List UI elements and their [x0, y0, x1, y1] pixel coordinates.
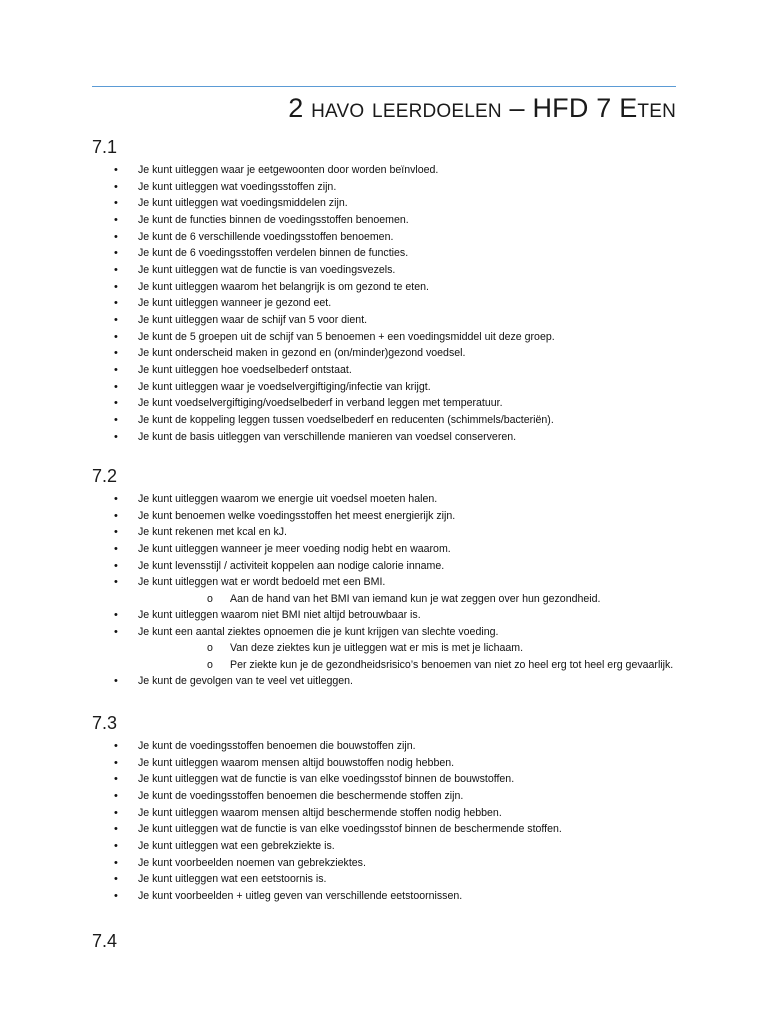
- bullet-icon: •: [114, 576, 118, 589]
- list-item: [92, 624, 692, 673]
- bullet-icon: •: [114, 856, 118, 869]
- list-item: [92, 558, 692, 575]
- section-heading: 7.4: [92, 931, 118, 951]
- bullet-icon: •: [114, 823, 118, 836]
- title-dash: –: [501, 93, 533, 123]
- list-item-text: Je kunt uitleggen hoe voedselbederf ontstaat.: [138, 363, 352, 376]
- section-7-3: [92, 712, 692, 905]
- list-item-text: Je kunt uitleggen wanneer je meer voeding nodig hebt en waarom.: [138, 542, 451, 555]
- bullet-icon: •: [114, 839, 118, 852]
- list-item: [92, 245, 692, 262]
- bullet-icon: •: [114, 773, 118, 786]
- list-item-text: Je kunt uitleggen wat een eetstoornis is.: [138, 873, 327, 886]
- bullet-icon: •: [114, 873, 118, 886]
- list-item-text: Je kunt uitleggen wat voedingsmiddelen zijn.: [138, 197, 348, 210]
- list-item: [92, 412, 692, 429]
- sub-list-item-text: Aan de hand van het BMI van iemand kun je wat zeggen over hun gezondheid.: [230, 592, 601, 605]
- list-item: [92, 805, 692, 822]
- bullet-list: [92, 162, 692, 445]
- bullet-icon: •: [114, 380, 118, 393]
- section-7-1: [92, 136, 692, 445]
- list-item-text: Je kunt uitleggen wat een gebrekziekte is.: [138, 839, 335, 852]
- bullet-icon: •: [114, 230, 118, 243]
- bullet-icon: •: [114, 889, 118, 902]
- list-item: [92, 379, 692, 396]
- bullet-icon: •: [114, 197, 118, 210]
- bullet-icon: •: [114, 247, 118, 260]
- list-item: [92, 195, 692, 212]
- title-rule: [92, 86, 676, 87]
- list-item: [92, 755, 692, 772]
- bullet-icon: •: [114, 330, 118, 343]
- bullet-icon: •: [114, 363, 118, 376]
- sub-list-item: [138, 591, 692, 607]
- list-item: [92, 673, 692, 690]
- list-item-text: Je kunt uitleggen wat de functie is van elke voedingsstof binnen de beschermende stoffen.: [138, 823, 562, 836]
- list-item: [92, 329, 692, 346]
- sub-list-item-text: Van deze ziektes kun je uitleggen wat er mis is met je lichaam.: [230, 642, 524, 655]
- list-item: [92, 362, 692, 379]
- bullet-icon: •: [114, 526, 118, 539]
- list-item: [92, 162, 692, 179]
- list-item-text: Je kunt een aantal ziektes opnoemen die je kunt krijgen van slechte voeding.: [138, 625, 499, 638]
- list-item: [92, 179, 692, 196]
- bullet-icon: •: [114, 674, 118, 687]
- bullet-list: [92, 738, 692, 905]
- section-heading: 7.2: [92, 466, 118, 486]
- list-item: [92, 395, 692, 412]
- title-eten: Eten: [619, 93, 676, 123]
- list-item: [92, 229, 692, 246]
- sub-list: [138, 591, 692, 607]
- list-item-text: Je kunt uitleggen waarom mensen altijd bouwstoffen nodig hebben.: [138, 756, 455, 769]
- list-item-text: Je kunt de 5 groepen uit de schijf van 5 benoemen + een voedingsmiddel uit deze groep.: [138, 330, 555, 343]
- bullet-icon: •: [114, 756, 118, 769]
- list-item-text: Je kunt uitleggen wat voedingsstoffen zijn.: [138, 180, 337, 193]
- list-item-text: Je kunt de 6 voedingsstoffen verdelen binnen de functies.: [138, 247, 409, 260]
- list-item: [92, 491, 692, 508]
- bullet-icon: •: [114, 430, 118, 443]
- bullet-icon: •: [114, 180, 118, 193]
- list-item-text: Je kunt de voedingsstoffen benoemen die bouwstoffen zijn.: [138, 740, 416, 752]
- bullet-icon: •: [114, 280, 118, 293]
- list-item-text: Je kunt uitleggen waar je eetgewoonten door worden beïnvloed.: [138, 164, 439, 176]
- document-title: [288, 90, 676, 126]
- bullet-icon: •: [114, 625, 118, 638]
- section-heading: 7.1: [92, 137, 118, 157]
- bullet-icon: •: [114, 789, 118, 802]
- list-item-text: Je kunt uitleggen wat de functie is van elke voedingsstof binnen de bouwstoffen.: [138, 773, 515, 786]
- title-havo: havo leerdoelen: [311, 93, 502, 123]
- list-item: [92, 871, 692, 888]
- section-7-2: [92, 465, 692, 690]
- bullet-icon: •: [114, 609, 118, 622]
- bullet-icon: •: [114, 413, 118, 426]
- circle-bullet-icon: o: [207, 642, 213, 655]
- list-item: [92, 262, 692, 279]
- circle-bullet-icon: o: [207, 592, 213, 605]
- section-heading: 7.3: [92, 713, 118, 733]
- bullet-icon: •: [114, 509, 118, 522]
- list-item: [92, 312, 692, 329]
- list-item: [92, 738, 692, 755]
- list-item-text: Je kunt uitleggen wat er wordt bedoeld met een BMI.: [138, 576, 386, 589]
- list-item-text: Je kunt onderscheid maken in gezond en (on/minder)gezond voedsel.: [138, 347, 466, 360]
- list-item-text: Je kunt rekenen met kcal en kJ.: [138, 526, 287, 539]
- bullet-icon: •: [114, 397, 118, 410]
- list-item: [92, 212, 692, 229]
- list-item-text: Je kunt uitleggen wat de functie is van voedingsvezels.: [138, 263, 396, 276]
- sub-list-item: [138, 657, 692, 673]
- list-item: [92, 541, 692, 558]
- list-item: [92, 771, 692, 788]
- list-item-text: Je kunt de functies binnen de voedingsstoffen benoemen.: [138, 213, 409, 226]
- list-item-text: Je kunt uitleggen waarom we energie uit voedsel moeten halen.: [138, 493, 438, 505]
- bullet-icon: •: [114, 263, 118, 276]
- list-item-text: Je kunt uitleggen waarom niet BMI niet altijd betrouwbaar is.: [138, 609, 421, 622]
- list-item-text: Je kunt uitleggen waar je voedselvergiftiging/infectie van krijgt.: [138, 380, 431, 393]
- bullet-list: [92, 491, 692, 690]
- list-item: [92, 607, 692, 624]
- bullet-icon: •: [114, 213, 118, 226]
- sub-list: [138, 640, 692, 672]
- list-item: [92, 821, 692, 838]
- list-item: [92, 508, 692, 525]
- list-item-text: Je kunt de 6 verschillende voedingsstoffen benoemen.: [138, 230, 394, 243]
- list-item: [92, 574, 692, 607]
- list-item: [92, 429, 692, 446]
- sub-list-item: [138, 640, 692, 656]
- list-item: [92, 279, 692, 296]
- bullet-icon: •: [114, 542, 118, 555]
- list-item-text: Je kunt uitleggen waar de schijf van 5 voor dient.: [138, 313, 368, 326]
- list-item-text: Je kunt benoemen welke voedingsstoffen het meest energierijk zijn.: [138, 509, 456, 522]
- bullet-icon: •: [114, 347, 118, 360]
- list-item-text: Je kunt de basis uitleggen van verschillende manieren van voedsel conserveren.: [138, 430, 517, 443]
- title-hfd: HFD 7: [532, 93, 620, 123]
- sub-list-item-text: Per ziekte kun je de gezondheidsrisico’s benoemen van niet zo heel erg tot heel erg gevaarlijk.: [230, 658, 674, 671]
- title-number: 2: [288, 93, 312, 123]
- list-item-text: Je kunt uitleggen waarom het belangrijk is om gezond te eten.: [138, 280, 429, 293]
- bullet-icon: •: [114, 559, 118, 572]
- list-item-text: Je kunt uitleggen waarom mensen altijd beschermende stoffen nodig hebben.: [138, 806, 502, 819]
- list-item-text: Je kunt levensstijl / activiteit koppelen aan nodige calorie inname.: [138, 559, 445, 572]
- list-item: [92, 855, 692, 872]
- list-item-text: Je kunt voedselvergiftiging/voedselbederf in verband leggen met temperatuur.: [138, 397, 503, 410]
- bullet-icon: •: [114, 164, 118, 176]
- section-7-4: [92, 930, 692, 956]
- bullet-icon: •: [114, 493, 118, 505]
- bullet-icon: •: [114, 313, 118, 326]
- bullet-icon: •: [114, 740, 118, 752]
- list-item-text: Je kunt de voedingsstoffen benoemen die beschermende stoffen zijn.: [138, 789, 464, 802]
- list-item-text: Je kunt de gevolgen van te veel vet uitleggen.: [138, 674, 353, 687]
- list-item-text: Je kunt voorbeelden noemen van gebrekziektes.: [138, 856, 366, 869]
- list-item: [92, 524, 692, 541]
- list-item: [92, 295, 692, 312]
- circle-bullet-icon: o: [207, 658, 213, 671]
- list-item: [92, 888, 692, 905]
- list-item-text: Je kunt uitleggen wanneer je gezond eet.: [138, 297, 332, 310]
- list-item-text: Je kunt voorbeelden + uitleg geven van verschillende eetstoornissen.: [138, 889, 463, 902]
- list-item: [92, 345, 692, 362]
- list-item: [92, 788, 692, 805]
- bullet-icon: •: [114, 806, 118, 819]
- list-item: [92, 838, 692, 855]
- list-item-text: Je kunt de koppeling leggen tussen voedselbederf en reducenten (schimmels/bacteriën).: [138, 413, 554, 426]
- bullet-icon: •: [114, 297, 118, 310]
